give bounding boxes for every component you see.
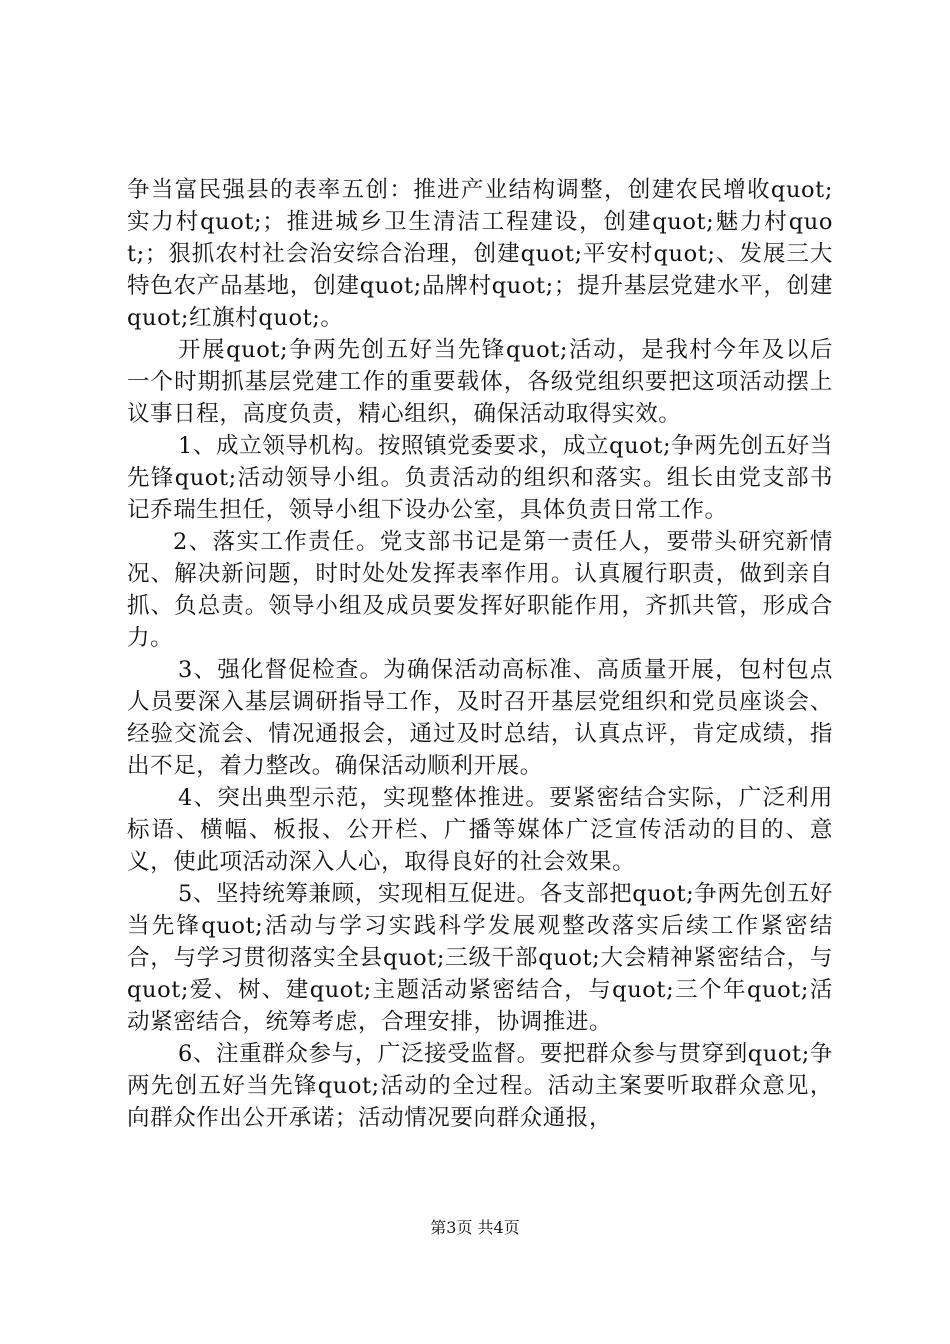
document-body	[127, 174, 833, 1134]
paragraph-five-creations: 争当富民强县的表率五创：推进产业结构调整，创建农民增收quot;实力村quot;；推进城乡卫生清洁工程建设，创建quot;魅力村quot;；狠抓农村社会治安综合治理，创建quot;平安村quot;、发展三大特色农产品基地，创建quot;品牌村quot;；提升基层党建水平，创建quot;红旗村quot;。	[127, 177, 833, 331]
paragraph-activity-intro: 开展quot;争两先创五好当先锋quot;活动，是我村今年及以后一个时期抓基层党建工作的重要载体，各级党组织要把这项活动摆上议事日程，高度负责，精心组织，确保活动取得实效。	[127, 337, 833, 427]
paragraph-item-1: 1、成立领导机构。按照镇党委要求，成立quot;争两先创五好当先锋quot;活动领导小组。负责活动的组织和落实。组长由党支部书记乔瑞生担任，领导小组下设办公室，具体负责日常工作。	[127, 433, 833, 523]
paragraph-item-4: 4、突出典型示范，实现整体推进。要紧密结合实际，广泛利用标语、横幅、板报、公开栏、广播等媒体广泛宣传活动的目的、意义，使此项活动深入人心，取得良好的社会效果。	[127, 785, 833, 875]
page-number-footer: 第3页 共4页	[430, 1218, 520, 1237]
paragraph-item-5: 5、坚持统筹兼顾，实现相互促进。各支部把quot;争两先创五好当先锋quot;活动与学习实践科学发展观整改落实后续工作紧密结合，与学习贯彻落实全县quot;三级干部quot;大会精神紧密结合，与quot;爱、树、建quot;主题活动紧密结合，与quot;三个年quot;活动紧密结合，统筹考虑，合理安排，协调推进。	[127, 881, 833, 1035]
paragraph-item-2: 2、落实工作责任。党支部书记是第一责任人，要带头研究新情况、解决新问题，时时处处发挥表率作用。认真履行职责，做到亲自抓、负总责。领导小组及成员要发挥好职能作用，齐抓共管，形成合力。	[127, 529, 833, 651]
paragraph-item-6: 6、注重群众参与，广泛接受监督。要把群众参与贯穿到quot;争两先创五好当先锋quot;活动的全过程。活动主案要听取群众意见，向群众作出公开承诺；活动情况要向群众通报，	[127, 1041, 833, 1131]
paragraph-item-3: 3、强化督促检查。为确保活动高标准、高质量开展，包村包点人员要深入基层调研指导工作，及时召开基层党组织和党员座谈会、经验交流会、情况通报会，通过及时总结，认真点评，肯定成绩，指出不足，着力整改。确保活动顺利开展。	[127, 657, 833, 779]
